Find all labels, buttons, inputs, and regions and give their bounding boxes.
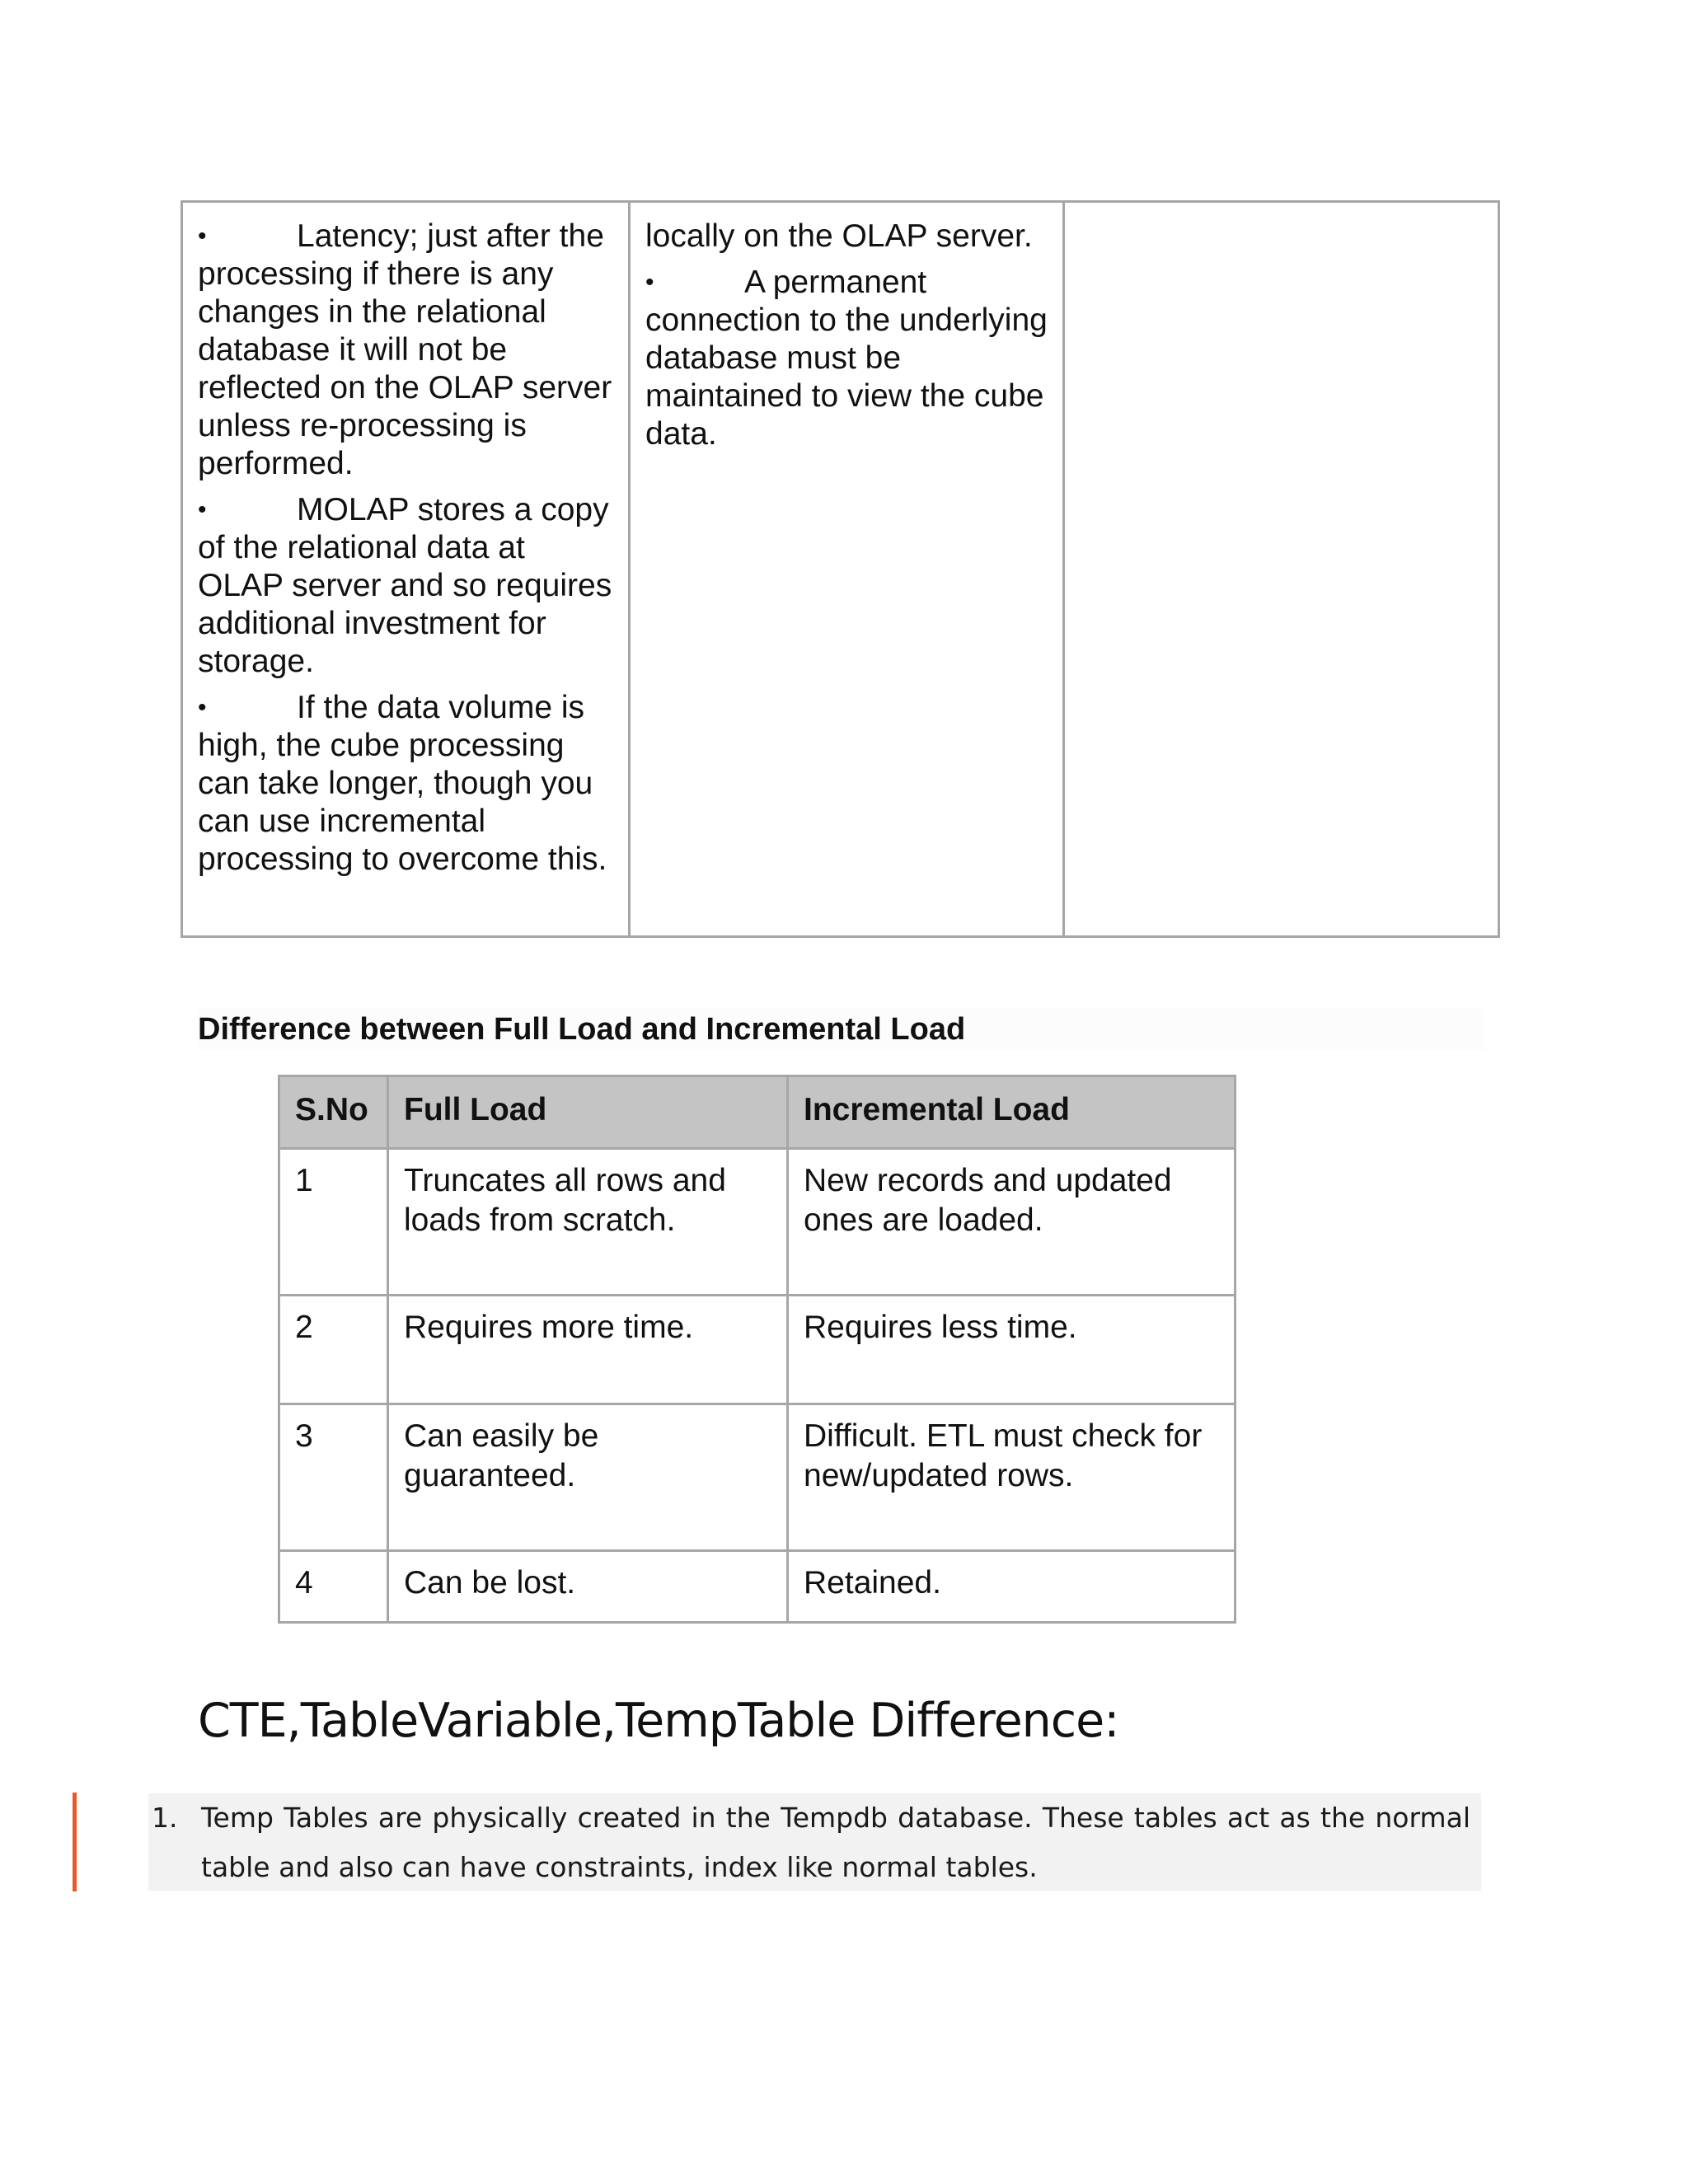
cell-sno: 4 [279, 1551, 388, 1623]
table-row [279, 1296, 1236, 1404]
list-item-lead: locally on the OLAP server. [645, 218, 1033, 254]
cell-incremental-load: Difficult. ETL must check for new/updated rows. [788, 1404, 1236, 1551]
cell-sno: 3 [279, 1404, 388, 1551]
list-number: 1. [152, 1802, 178, 1834]
list-item-text: MOLAP stores a copy of the relational data at OLAP server and so requires additional investment for storage. [198, 492, 612, 679]
cell-full-load: Requires more time. [388, 1296, 788, 1404]
list-item [198, 689, 613, 879]
bullet-icon: • [198, 496, 207, 523]
list-item-text: If the data volume is high, the cube processing can take longer, though you can use incremental processing to overcome this. [198, 690, 607, 877]
olap-table-col-empty [1065, 203, 1498, 935]
list-item [198, 218, 613, 483]
list-item-text: A permanent connection to the underlying database must be maintained to view the cube data. [645, 265, 1048, 452]
list-item [645, 264, 1048, 453]
table-row [279, 1149, 1236, 1296]
cell-incremental-load: Requires less time. [788, 1296, 1236, 1404]
list-item-text: Temp Tables are physically created in the Tempdb database. These tables act as the normal table and also can have constraints, index like normal tables. [201, 1802, 1470, 1883]
table-row [279, 1404, 1236, 1551]
section-heading: Difference between Full Load and Incremental Load [198, 1009, 1484, 1050]
load-comparison-table [278, 1075, 1236, 1624]
cell-incremental-load: Retained. [788, 1551, 1236, 1623]
header-sno: S.No [279, 1076, 388, 1149]
cell-incremental-load: New records and updated ones are loaded. [788, 1149, 1236, 1296]
bullet-icon: • [198, 694, 207, 721]
table-header-row [279, 1076, 1236, 1149]
numbered-list-item [148, 1793, 1481, 1891]
bullet-icon: • [645, 269, 654, 296]
olap-comparison-table [181, 200, 1500, 938]
cell-sno: 2 [279, 1296, 388, 1404]
cell-full-load: Truncates all rows and loads from scratch. [388, 1149, 788, 1296]
cell-full-load: Can be lost. [388, 1551, 788, 1623]
header-incremental-load: Incremental Load [788, 1076, 1236, 1149]
list-item-text: Latency; just after the processing if there is any changes in the relational database it will not be reflected on the OLAP server unless re-processing is performed. [198, 218, 612, 481]
header-full-load: Full Load [388, 1076, 788, 1149]
cell-full-load: Can easily be guaranteed. [388, 1404, 788, 1551]
page-title: CTE,TableVariable,TempTable Difference: [198, 1694, 1119, 1748]
cell-sno: 1 [279, 1149, 388, 1296]
list-item [198, 491, 613, 681]
change-marker [73, 1793, 77, 1891]
bullet-icon: • [198, 223, 207, 250]
olap-table-col-rolap [631, 203, 1065, 935]
olap-table-col-disadvantages [183, 203, 631, 935]
table-row [279, 1551, 1236, 1623]
